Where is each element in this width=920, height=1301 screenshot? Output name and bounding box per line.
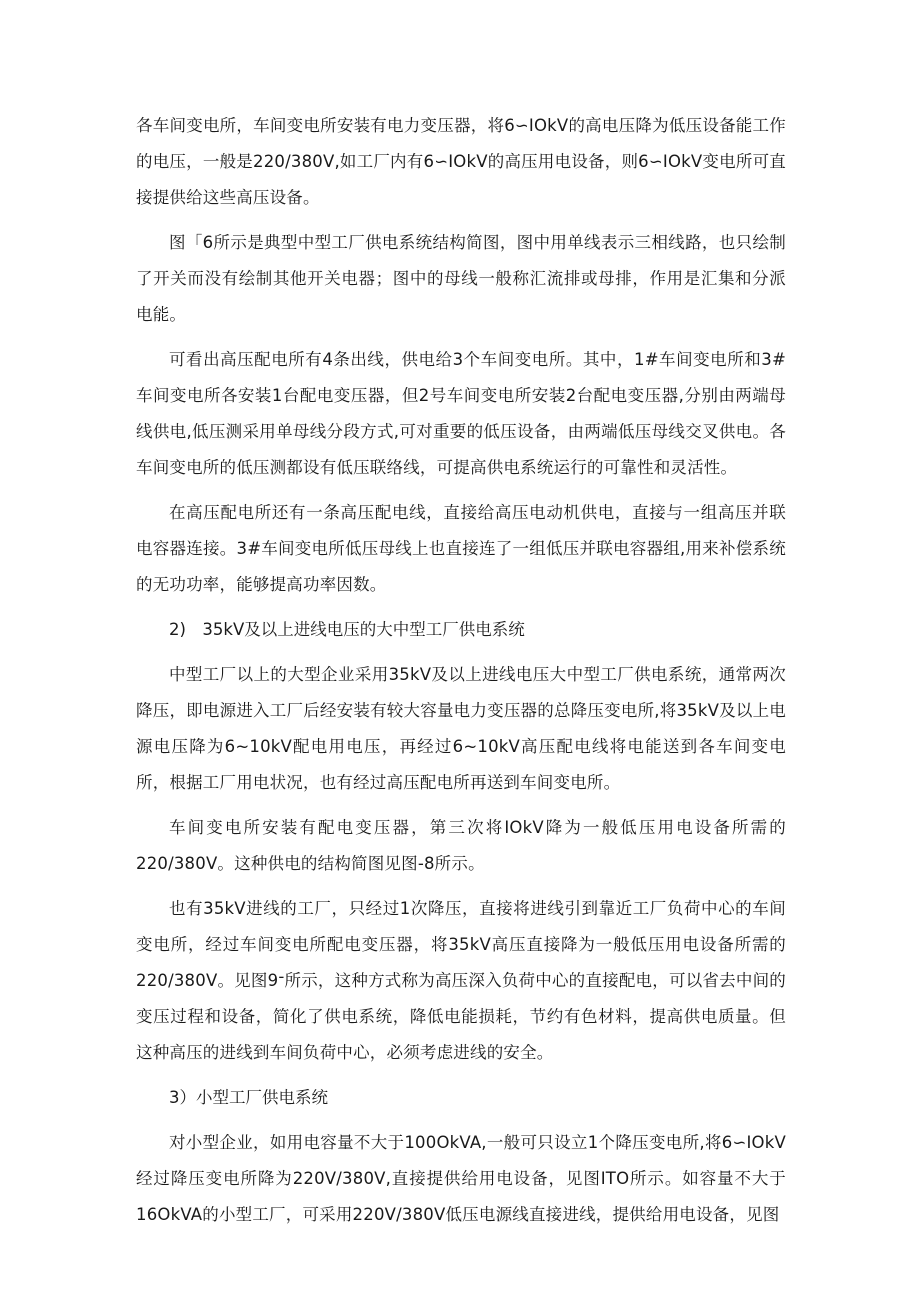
paragraph-small-plant: 对小型企业，如用电容量不大于100OkVA,一般可只设立1个降压变电所,将6∽IOkV经过降压变电所降为220V/380V,直接提供给用电设备，见图ITO所示。如容量不大于16OkVA的小型工厂，可采用220V/380V低压电源线直接进线，提供给用电设备，见图 (136, 1133, 786, 1224)
paragraph-third-stepdown: 车间变电所安装有配电变压器，第三次将IOkV降为一般低压用电设备所需的220/380V。这种供电的结构简图见图-8所示。 (136, 818, 786, 873)
paragraph-outgoing-lines: 可看出高压配电所有4条出线，供电给3个车间变电所。其中，1#车间变电所和3#车间变电所各安装1台配电变压器，但2号车间变电所安装2台配电变压器,分别由两端母线供电,低压测采用单母线分段方式,可对重要的低压设备，由两端低压母线交叉供电。各车间变电所的低压测都设有低压联络线，可提高供电系统运行的可靠性和灵活性。 (136, 350, 786, 477)
paragraph-capacitor: 在高压配电所还有一条高压配电线，直接给高压电动机供电，直接与一组高压并联电容器连接。3#车间变电所低压母线上也直接连了一组低压并联电容器组,用来补偿系统的无功功率，能够提高功率因数。 (136, 503, 786, 594)
paragraph-substation-intro: 各车间变电所，车间变电所安装有电力变压器，将6∽IOkV的高电压降为低压设备能工作的电压，一般是220/380V,如工厂内有6∽IOkV的高压用电设备，则6∽IOkV变电所可直接提供给这些高压设备。 (136, 116, 786, 207)
section-heading-small-plant: 3）小型工厂供电系统 (169, 1088, 328, 1107)
paragraph-large-plant: 中型工厂以上的大型企业采用35kV及以上进线电压大中型工厂供电系统，通常两次降压，即电源进入工厂后经安装有较大容量电力变压器的总降压变电所,将35kV及以上电源电压降为6~10kV配电用电压，再经过6~10kV高压配电线将电能送到各车间变电所，根据工厂用电状况，也有经过高压配电所再送到车间变电所。 (136, 665, 786, 792)
paragraph-direct-distribution: 也有35kV进线的工厂，只经过1次降压，直接将进线引到靠近工厂负荷中心的车间变电所，经过车间变电所配电变压器，将35kV高压直接降为一般低压用电设备所需的220/380V。见图־9所示，这种方式称为高压深入负荷中心的直接配电，可以省去中间的变压过程和设备，简化了供电系统，降低电能损耗，节约有色材料，提高供电质量。但这种高压的进线到车间负荷中心，必须考虑进线的安全。 (136, 899, 786, 1062)
paragraph-figure-6: 图「6所示是典型中型工厂供电系统结构简图，图中用单线表示三相线路，也只绘制了开关而没有绘制其他开关电器；图中的母线一般称汇流排或母排，作用是汇集和分派电能。 (136, 233, 786, 324)
document-body (136, 108, 786, 1242)
section-heading-35kv: 2) 35kV及以上进线电压的大中型工厂供电系统 (169, 620, 525, 639)
